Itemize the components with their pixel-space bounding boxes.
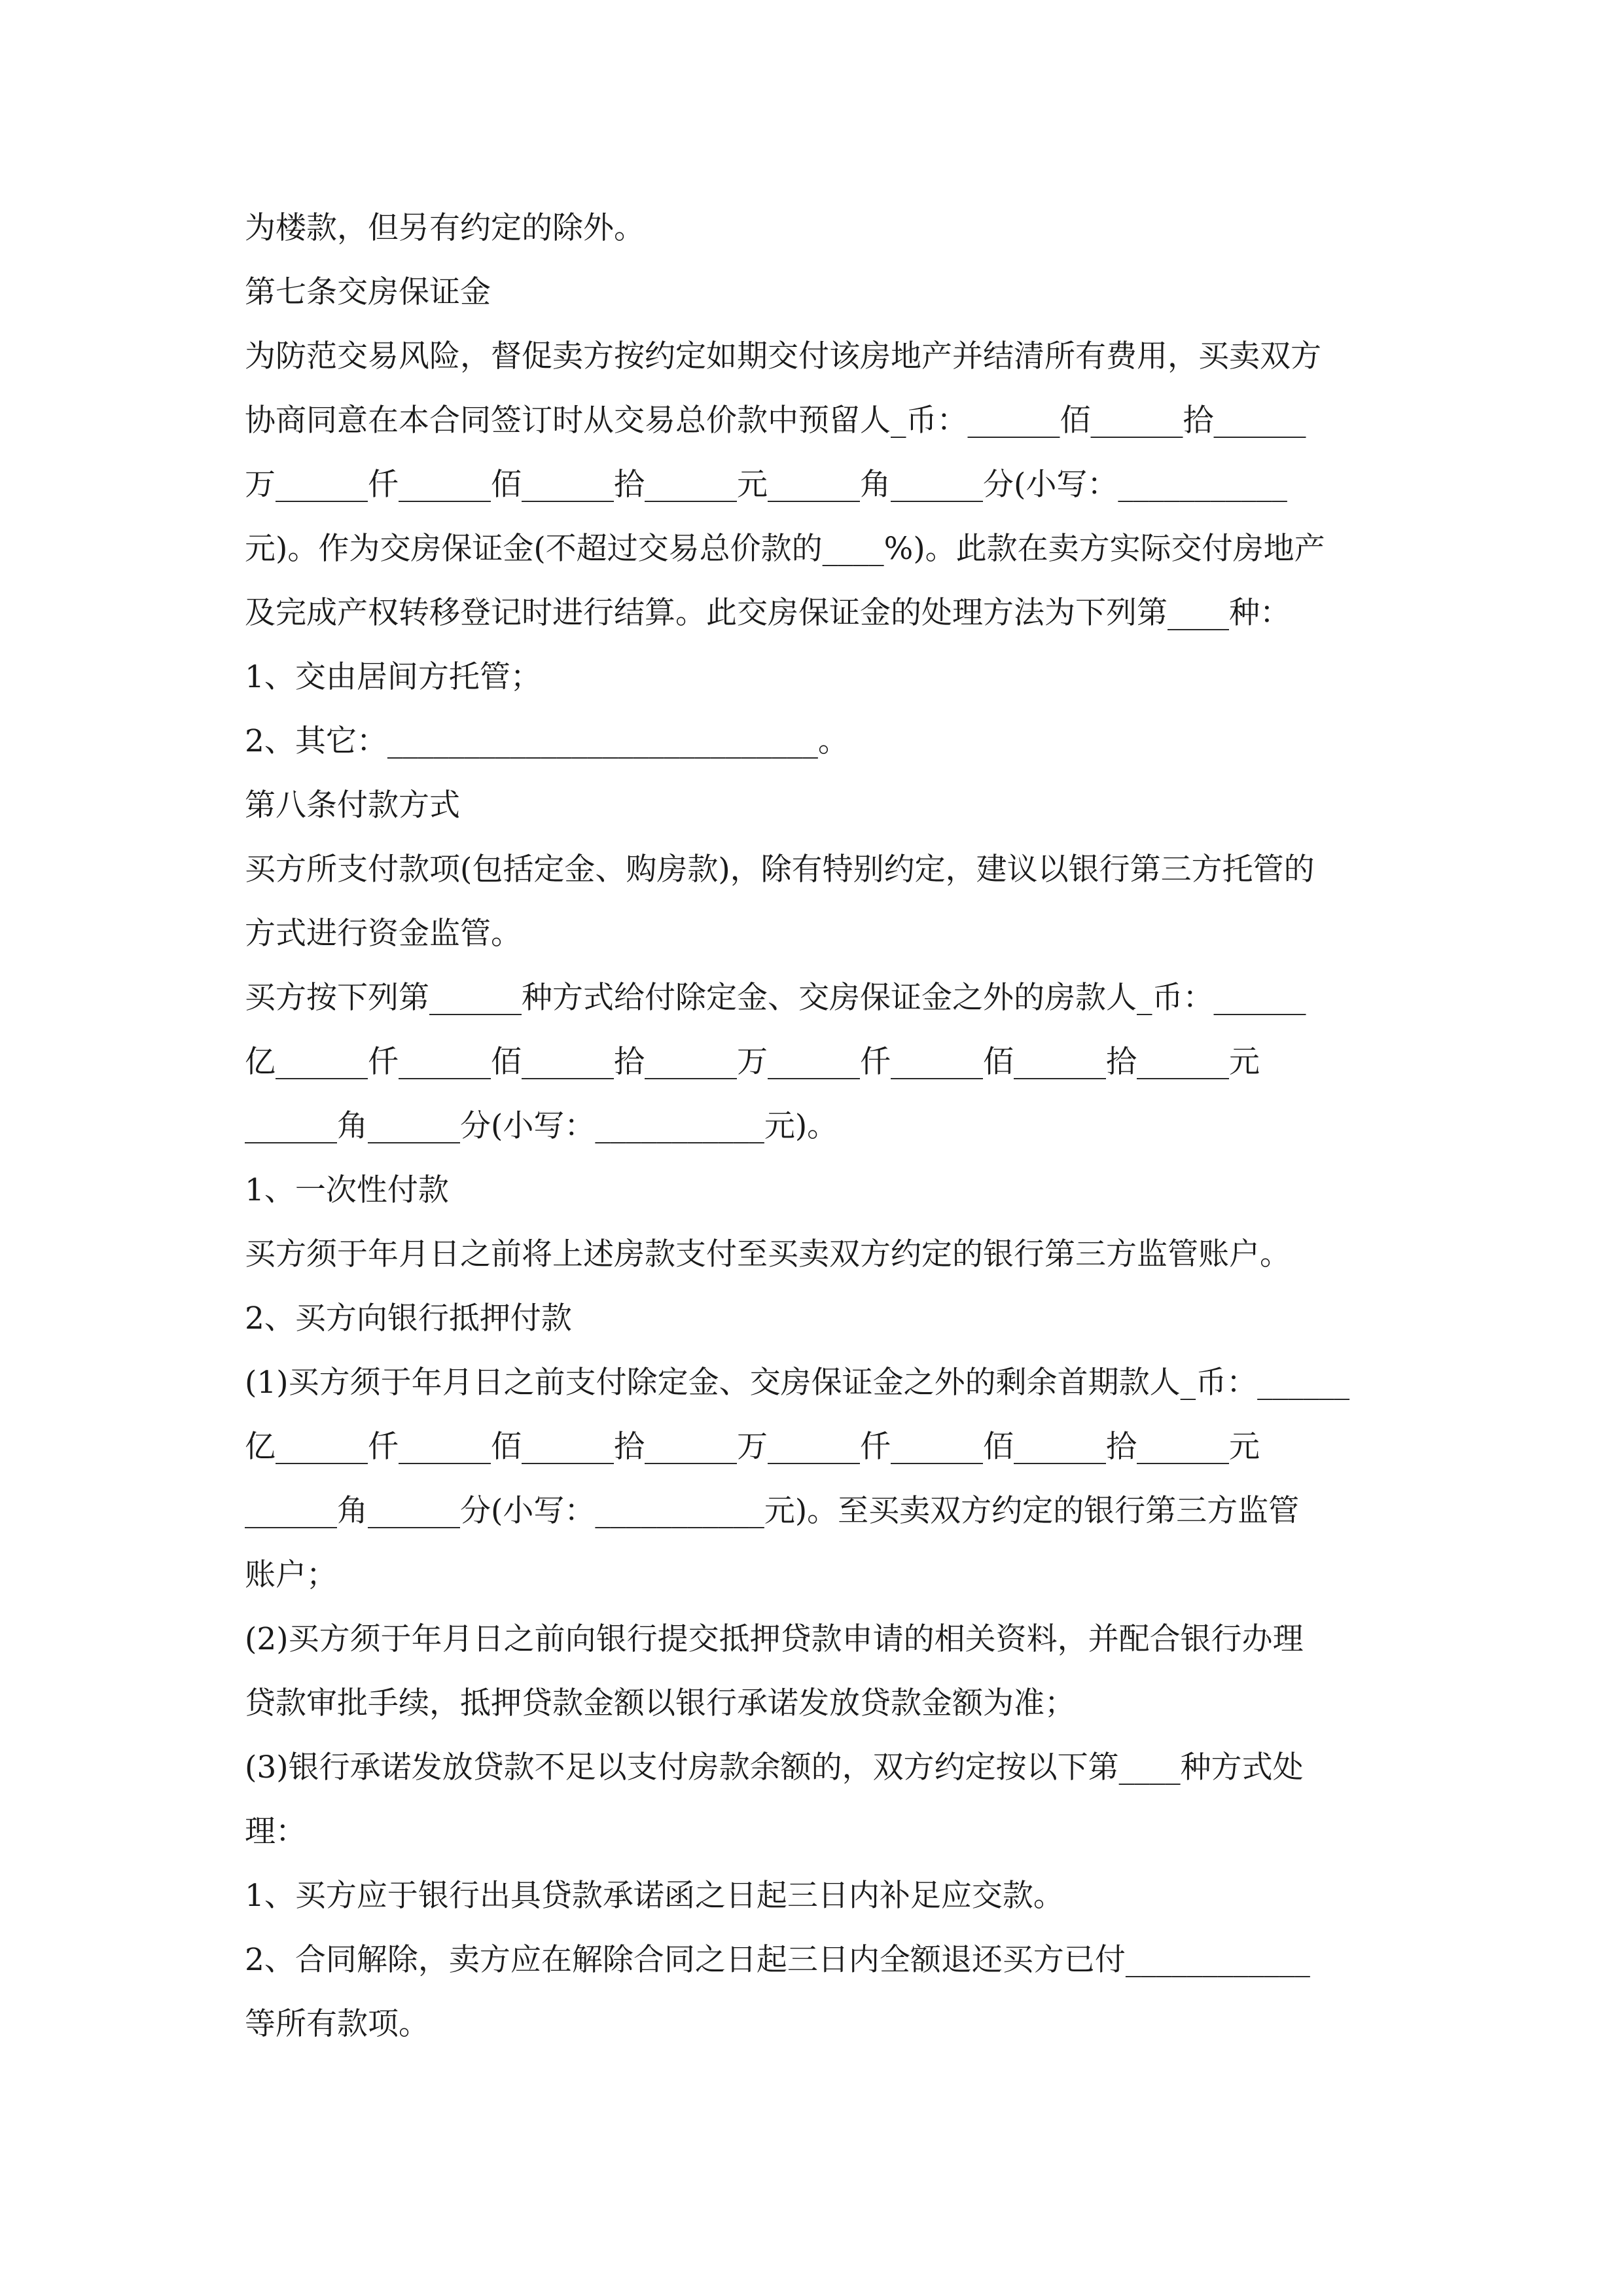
text-line: 买方须于年月日之前将上述房款支付至买卖双方约定的银行第三方监管账户。 — [245, 1236, 1291, 1272]
text-line: 元)。作为交房保证金(不超过交易总价款的____%)。此款在卖方实际交付房地产 — [245, 531, 1325, 567]
list-item: 2、买方向银行抵押付款 — [245, 1300, 572, 1336]
text-line: 万______仟______佰______拾______元______角______分(小写：___________ — [245, 467, 1287, 503]
text-line: (2)买方须于年月日之前向银行提交抵押贷款申请的相关资料，并配合银行办理 — [245, 1621, 1304, 1657]
text-line: ______角______分(小写：___________元)。 — [245, 1108, 838, 1144]
list-item: 1、一次性付款 — [245, 1172, 449, 1208]
text-line: 账户； — [245, 1557, 337, 1593]
text-line: 买方所支付款项(包括定金、购房款)，除有特别约定，建议以银行第三方托管的 — [245, 852, 1315, 888]
text-line: 理： — [245, 1814, 306, 1850]
text-line: (1)买方须于年月日之前支付除定金、交房保证金之外的剩余首期款人_币：______ — [245, 1365, 1350, 1401]
text-line: ______角______分(小写：___________元)。至买卖双方约定的银行第三方监管 — [245, 1493, 1300, 1529]
list-item: 1、交由居间方托管； — [245, 659, 541, 695]
text-line: 贷款审批手续，抵押贷款金额以银行承诺发放贷款金额为准； — [245, 1685, 1075, 1721]
text-line: 亿______仟______佰______拾______万______仟______佰______拾______元 — [245, 1044, 1260, 1080]
text-line: 为防范交易风险，督促卖方按约定如期交付该房地产并结清所有费用，买卖双方 — [245, 338, 1321, 374]
list-item: 2、其它：____________________________。 — [245, 723, 849, 759]
text-line: 及完成产权转移登记时进行结算。此交房保证金的处理方法为下列第____种： — [245, 595, 1291, 631]
text-line: 等所有款项。 — [245, 2006, 429, 2042]
text-line: (3)银行承诺发放贷款不足以支付房款余额的，双方约定按以下第____种方式处 — [245, 1749, 1304, 1785]
text-line: 亿______仟______佰______拾______万______仟______佰______拾______元 — [245, 1429, 1260, 1465]
text-line: 为楼款，但另有约定的除外。 — [245, 210, 645, 246]
list-item: 1、买方应于银行出具贷款承诺函之日起三日内补足应交款。 — [245, 1878, 1064, 1914]
section-heading: 第八条付款方式 — [245, 787, 460, 823]
list-item: 2、合同解除，卖方应在解除合同之日起三日内全额退还买方已付____________ — [245, 1942, 1310, 1978]
text-line: 买方按下列第______种方式给付除定金、交房保证金之外的房款人_币：______ — [245, 980, 1306, 1016]
text-line: 方式进行资金监管。 — [245, 916, 522, 952]
section-heading: 第七条交房保证金 — [245, 274, 491, 310]
text-line: 协商同意在本合同签订时从交易总价款中预留人_币：______佰______拾______ — [245, 403, 1306, 439]
